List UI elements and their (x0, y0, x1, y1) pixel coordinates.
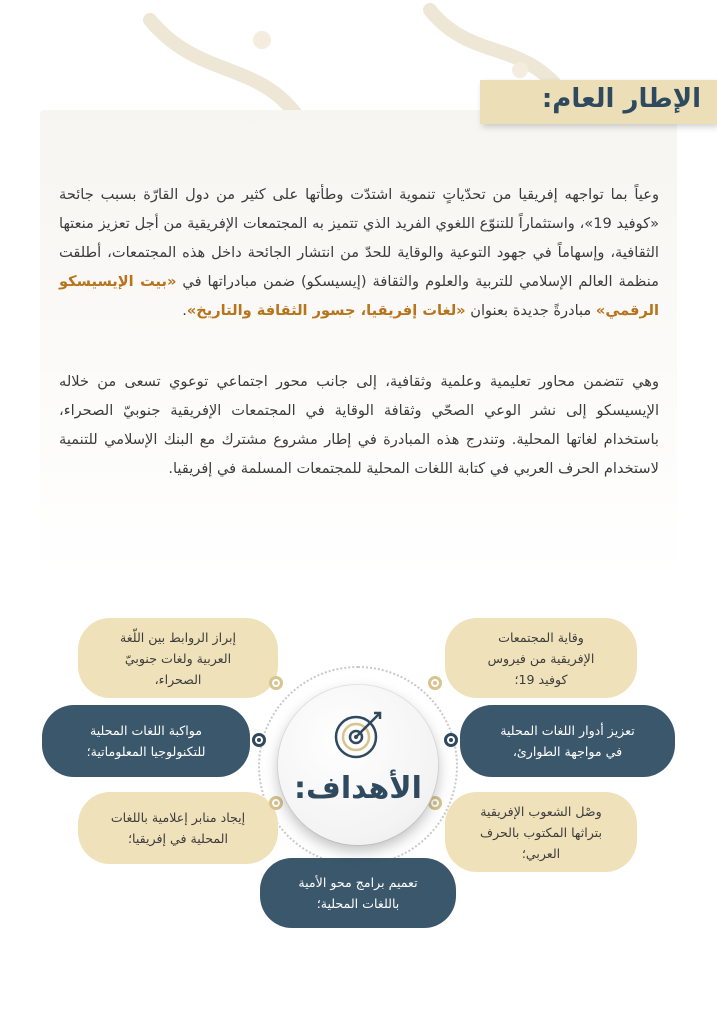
goals-center-circle (278, 685, 438, 845)
goal-line: المحلية في إفريقيا؛ (128, 831, 228, 846)
goal-line: إبراز الروابط بين اللّغة (119, 629, 237, 645)
goal-bubble-media (78, 792, 278, 864)
goals-title: الأهداف: (294, 771, 422, 806)
second-paragraph: وهي تتضمن محاور تعليمية وعلمية وثقافية، إلى جانب محور اجتماعي توعوي تسعى من خلاله الإيسيسكو إلى نشر الوعي الصحّي وثقافة الوقاية في المجتمعات الإفريقية جنوبيّ الصحراء، باستخدام لغاتها المحلية. وتندرج هذه المبادرة في إطار مشروع مشترك مع البنك الإسلامي للتنمية لاستخدام الحرف العربي في كتابة اللغات المحلية للمجتمعات المسلمة في إفريقيا. (59, 373, 659, 477)
intro-paragraph (59, 180, 659, 325)
goal-line: وصْل الشعوب الإفريقية (480, 803, 602, 819)
goal-bubble-heritage (445, 792, 637, 872)
goal-bubble-literacy (260, 858, 456, 928)
goal-line: وقاية المجتمعات (498, 629, 584, 645)
highlight-initiative-title: «لغات إفريقيا، جسور الثقافة والتاريخ» (186, 302, 466, 319)
intro-middle-text: مبادرةً جديدة بعنوان (465, 302, 596, 319)
target-arrow-icon (330, 707, 386, 763)
goal-line: العربي؛ (521, 845, 561, 861)
ring-node (252, 733, 266, 747)
goal-bubble-arabic-links (78, 618, 278, 698)
goal-line: بتراثها المكتوب بالحرف (480, 824, 602, 840)
ring-node (269, 676, 283, 690)
intro-text: وعياً بما تواجهه إفريقيا من تحدّياتٍ تنموية اشتدّت وطأتها على كثير من دول القارّة بسبب جائحة «كوفيد 19»، واستثماراً للتنوّع اللغوي الفريد الذي تتميز به المجتمعات الإفريقية من أجل تعزيز منعتها الثقافية، وإسهاماً في جهود التوعية والوقاية للحدّ من انتشار الجائحة داخل هذه المجتمعات، أطلقت منظمة العالم الإسلامي للتربية والعلوم والثقافة (إيسيسكو) ضمن مبادراتها في (59, 186, 659, 290)
goal-line: للتكنولوجيا المعلوماتية؛ (86, 744, 206, 759)
goal-bubble-technology (42, 705, 250, 777)
goal-line: باللغات المحلية؛ (316, 896, 400, 911)
goal-line: تعميم برامج محو الأمية (298, 875, 418, 890)
goal-bubble-covid-prevention (445, 618, 637, 698)
goal-line: إيجاد منابر إعلامية باللغات (110, 810, 246, 825)
goal-line: تعزيز أدوار اللغات المحلية (500, 723, 635, 738)
ring-node (428, 676, 442, 690)
goal-line: الإفريقية من فيروس (487, 650, 595, 666)
section-title: الإطار العام: (541, 84, 701, 114)
goal-line: في مواجهة الطوارئ، (512, 744, 623, 759)
goal-line: العربية ولغات جنوبيّ (124, 650, 232, 666)
section-title-box (480, 80, 717, 124)
goal-line: كوفيد 19؛ (514, 671, 568, 687)
intro-end-text: . (182, 302, 187, 319)
ring-node (444, 733, 458, 747)
goals-diagram (0, 590, 717, 950)
goal-line: مواكبة اللغات المحلية (89, 723, 203, 738)
goal-line: الصحراء، (154, 671, 202, 687)
highlight-digital-house: «بيت الإيسيسكو الرقمي» (59, 273, 659, 319)
goal-bubble-emergencies (460, 705, 675, 777)
